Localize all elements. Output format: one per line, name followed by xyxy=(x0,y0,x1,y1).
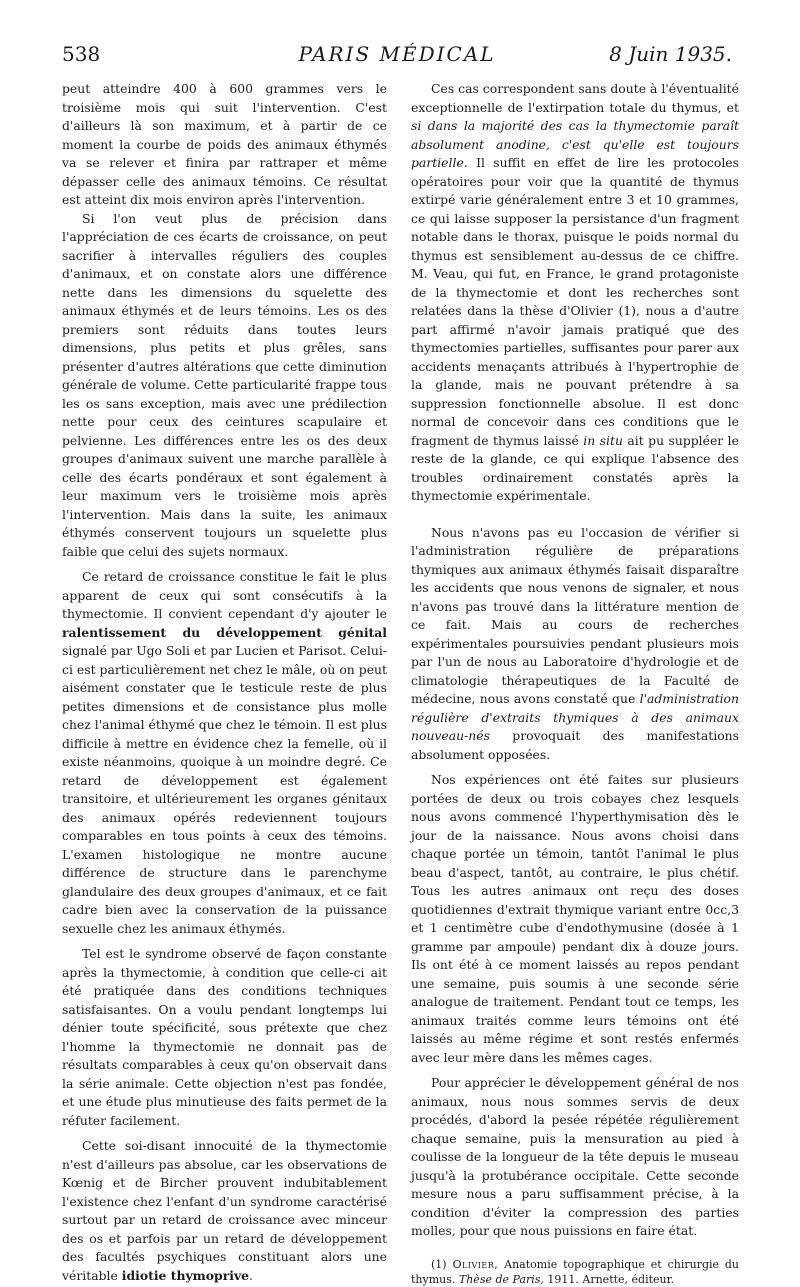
paragraph: Ces cas correspondent sans doute à l'éventualité exceptionnelle de l'extirpation totale du thymus, et si dans la majorité des cas la thymectomie paraît absolument anodine, c'est qu'elle est toujours partielle. Il suffit en effet de lire les protocoles opératoires pour voir que la quantité de thymus extirpé varie généralement entre 3 et 10 grammes, ce qui laisse supposer la persistance d'un fragment notable dans le thorax, puisque le poids normal du thymus est sensiblement au-dessus de ce chiffre. M. Veau, qui fut, en France, le grand protagoniste de la thymectomie et dont les recherches sont relatées dans la thèse d'Olivier (1), nous a d'autre part affirmé n'avoir jamais pratiqué que des thymectomies partielles, suffisantes pour parer aux accidents menaçants attribués à l'hypertrophie de la glande, mais ne pouvant prétendre à sa suppression fonctionnelle absolue. Il est donc normal de concevoir dans ces conditions que le fragment de thymus laissé in situ ait pu suppléer le reste de la glande, ce qui explique l'absence des troubles ordinairement constatés après la thymectomie expérimentale. xyxy=(411,81,739,503)
emphasis-bold: ralentissement du développement génital xyxy=(62,624,387,640)
issue-date: 8 Juin 1935. xyxy=(609,42,732,66)
emphasis-italic: l'administration régulière d'extraits thymiques à des animaux nouveau-nés xyxy=(411,691,739,743)
paragraph: Nos expériences ont été faites sur plusieurs portées de deux ou trois cobayes chez lesquels nous avons commencé l'hyperthymisation dès le jour de la naissance. Nous avons choisi dans chaque portée un témoin, tantôt l'animal le plus beau d'aspect, tantôt, au contraire, le plus chétif. Tous les autres animaux ont reçu des doses quotidiennes d'extrait thymique variant entre 0cc,3 et 1 centimètre cube d'endothymusine (dosée à 1 gramme par ampoule) pendant dix à douze jours. Ils ont été à ce moment laissés au repos pendant une semaine, puis soumis à une seconde série analogue de traitement. Pendant tout ce temps, les animaux traités comme leurs témoins ont été laissés au même régime et sont restés enfermés avec leur mère dans les mêmes cages. xyxy=(411,772,739,1065)
footnote: (1) Olivier, Anatomie topographique et chirurgie du thymus. Thèse de Paris, 1911. Arnette, éditeur. xyxy=(411,1257,740,1286)
emphasis-italic: si dans la majorité des cas la thymectomie paraît absolument anodine, c'est qu'elle est toujours partielle. xyxy=(411,118,739,170)
footnote-author: Olivier, xyxy=(452,1257,499,1271)
emphasis-bold: idiotie thymoprive xyxy=(121,1267,250,1283)
paragraph: Si l'on veut plus de précision dans l'appréciation de ces écarts de croissance, on peut sacrifier à intervalles réguliers des couples d'animaux, et on constate alors une différence nette dans les dimensions du squelette des animaux éthymés et de leurs témoins. Les os des premiers sont réduits dans toutes leurs dimensions, plus petits et plus grêles, sans présenter d'autres altérations que cette diminution générale de volume. Cette particularité frappe tous les os sans exception, mais avec une prédilection nette pour ceux des ceintures scapulaire et pelvienne. Les différences entre les os des deux groupes d'animaux suivent une marche parallèle à celle des écarts pondéraux et sont également à leur maximum vers le troisième mois après l'intervention. Mais dans la suite, les animaux éthymés conservent toujours un squelette plus faible que celui des sujets normaux. xyxy=(62,210,387,559)
paragraph: Cette soi-disant innocuité de la thymectomie n'est d'ailleurs pas absolue, car les observations de Kœnig et de Bircher prouvent indubitablement l'existence chez l'enfant d'un syndrome caractérisé surtout par un retard de croissance avec minceur des os et parfois par un retard de développement des facultés psychiques constituant alors une véritable idiotie thymoprive. xyxy=(62,1138,387,1283)
paragraph: peut atteindre 400 à 600 grammes vers le troisième mois qui suit l'intervention. C'est d'ailleurs là son maximum, et à partir de ce moment la courbe de poids des animaux éthymés va se relever et finira par rattraper et même dépasser celle des animaux témoins. Ce résultat est atteint dix mois environ après l'intervention. xyxy=(62,81,387,207)
right-column xyxy=(411,80,739,1287)
left-column xyxy=(62,80,387,1285)
page-number: 538 xyxy=(62,42,101,66)
journal-title: PARIS MÉDICAL xyxy=(298,42,496,66)
paragraph: Tel est le syndrome observé de façon constante après la thymectomie, à condition que celle-ci ait été pratiquée dans des conditions techniques satisfaisantes. On a voulu pendant longtemps lui dénier toute spécificité, sous prétexte que chez l'homme la thymectomie ne donnait pas de résultats comparables à ceux qu'on observait dans la série animale. Cette objection n'est pas fondée, et une étude plus minutieuse des faits permet de la réfuter facilement. xyxy=(62,946,387,1128)
paragraph: Pour apprécier le développement général de nos animaux, nous nous sommes servis de deux procédés, d'abord la pesée répétée régulièrement chaque semaine, puis la mensuration au pied à coulisse de la longueur de la tête depuis le museau jusqu'à la protubérance occipitale. Cette seconde mesure nous a paru suffisamment précise, à la condition d'éviter la compression des parties molles, pour que nous puissions en faire état. xyxy=(411,1075,739,1238)
paragraph: Nous n'avons pas eu l'occasion de vérifier si l'administration régulière de préparations thymiques aux animaux éthymés faisait disparaître les accidents que nous venons de signaler, et nous n'avons pas trouvé dans la littérature mention de ce fait. Mais au cours de recherches expérimentales poursuivies pendant plusieurs mois par l'un de nous au Laboratoire d'hydrologie et de climatologie thérapeutiques de la Faculté de médecine, nous avons constaté que l'administration régulière d'extraits thymiques à des animaux nouveau-nés provoquait des manifestations absolument opposées. xyxy=(411,524,739,762)
paragraph: Ce retard de croissance constitue le fait le plus apparent de ceux qui sont consécutifs à la thymectomie. Il convient cependant d'y ajouter le ralentissement du développement génital signalé par Ugo Soli et par Lucien et Parisot. Celui-ci est particulièrement net chez le mâle, où on peut aisément constater que le testicule reste de plus petites dimensions et de consistance plus molle chez l'animal éthymé que chez le témoin. Il est plus difficile à mettre en évidence chez la femelle, où il existe néanmoins, quoique à un moindre degré. Ce retard de développement est également transitoire, et ultérieurement les organes génitaux des animaux opérés redeviennent toujours comparables en tous points à ceux des témoins. L'examen histologique ne montre aucune différence de structure dans le parenchyme glandulaire des deux groupes d'animaux, et ce fait cadre bien avec la conservation de la puissance sexuelle chez les animaux éthymés. xyxy=(62,569,387,936)
running-header xyxy=(62,42,732,74)
emphasis-italic: in situ xyxy=(583,432,623,448)
